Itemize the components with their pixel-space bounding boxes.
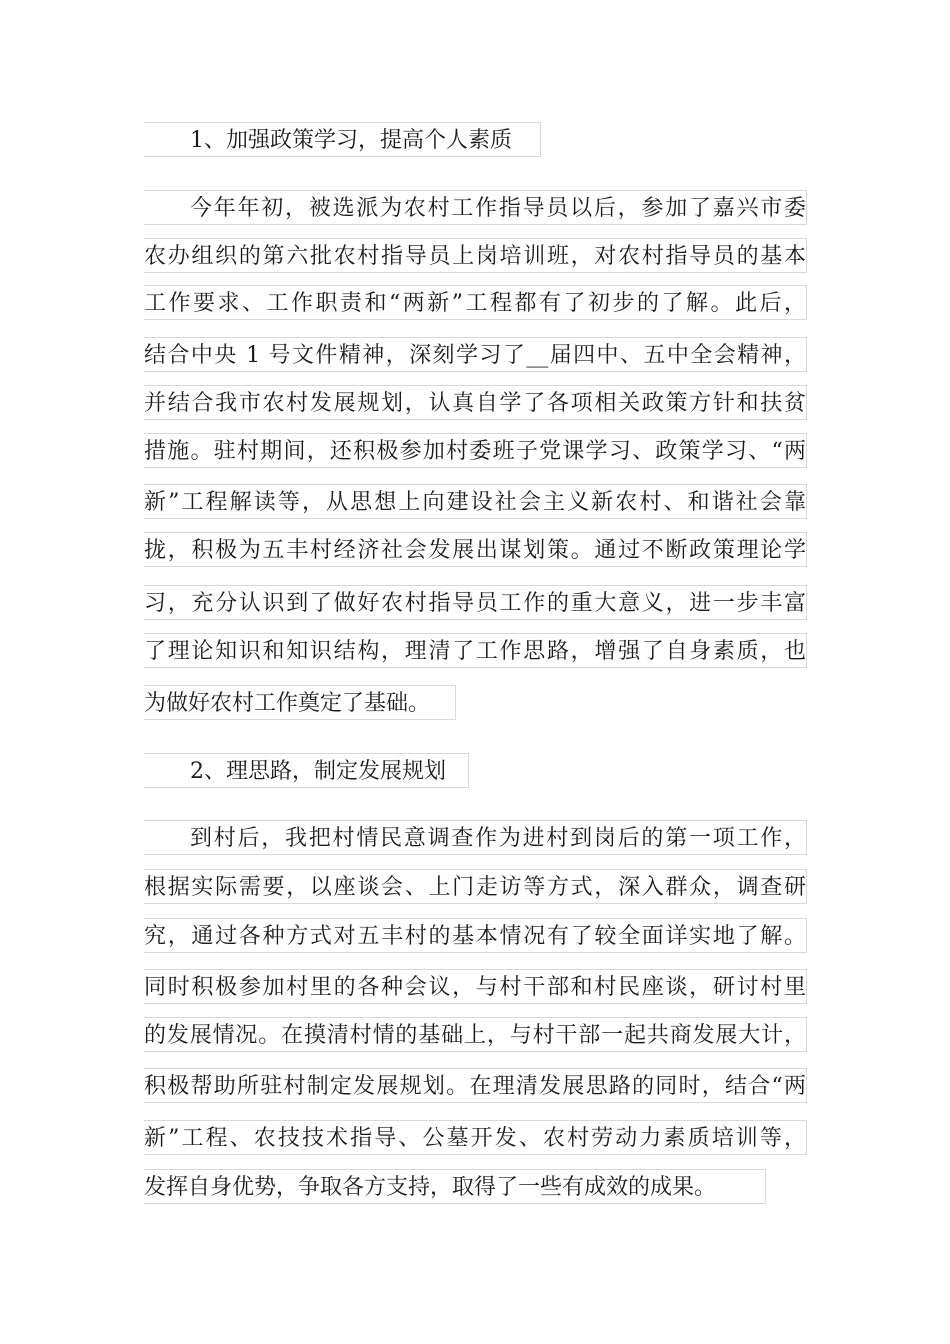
- paragraph-line: 习，充分认识到了做好农村指导员工作的重大意义，进一步丰富: [144, 585, 807, 620]
- paragraph-line: 了理论知识和知识结构，理清了工作思路，增强了自身素质，也: [144, 633, 807, 668]
- paragraph-line: 发挥自身优势，争取各方支持，取得了一些有成效的成果。: [144, 1169, 766, 1204]
- paragraph-line: 新”工程、农技技术指导、公墓开发、农村劳动力素质培训等，: [144, 1120, 807, 1155]
- paragraph-line: 措施。驻村期间，还积极参加村委班子党课学习、政策学习、“两: [144, 433, 807, 468]
- paragraph-line: 同时积极参加村里的各种会议，与村干部和村民座谈，研讨村里: [144, 969, 807, 1004]
- paragraph-line: 到村后，我把村情民意调查作为进村到岗后的第一项工作，: [144, 820, 807, 855]
- paragraph-line: 究，通过各种方式对五丰村的基本情况有了较全面详实地了解。: [144, 918, 807, 953]
- paragraph-line: 新”工程解读等，从思想上向建设社会主义新农村、和谐社会靠: [144, 484, 807, 519]
- paragraph-line: 结合中央 1 号文件精神，深刻学习了__届四中、五中全会精神，: [144, 337, 807, 372]
- paragraph-line: 为做好农村工作奠定了基础。: [144, 685, 456, 720]
- paragraph-line: 并结合我市农村发展规划，认真自学了各项相关政策方针和扶贫: [144, 385, 807, 420]
- section-heading: 1、加强政策学习，提高个人素质: [144, 122, 541, 157]
- paragraph-line: 根据实际需要，以座谈会、上门走访等方式，深入群众，调查研: [144, 869, 807, 904]
- paragraph-line: 今年年初，被选派为农村工作指导员以后，参加了嘉兴市委: [144, 190, 807, 225]
- paragraph-line: 积极帮助所驻村制定发展规划。在理清发展思路的同时，结合“两: [144, 1068, 807, 1103]
- paragraph-line: 农办组织的第六批农村指导员上岗培训班，对农村指导员的基本: [144, 238, 807, 273]
- paragraph-line: 工作要求、工作职责和“两新”工程都有了初步的了解。此后，: [144, 285, 807, 320]
- section-heading: 2、理思路，制定发展规划: [144, 753, 469, 788]
- paragraph-line: 的发展情况。在摸清村情的基础上，与村干部一起共商发展大计，: [144, 1017, 807, 1052]
- paragraph-line: 拢，积极为五丰村经济社会发展出谋划策。通过不断政策理论学: [144, 532, 807, 567]
